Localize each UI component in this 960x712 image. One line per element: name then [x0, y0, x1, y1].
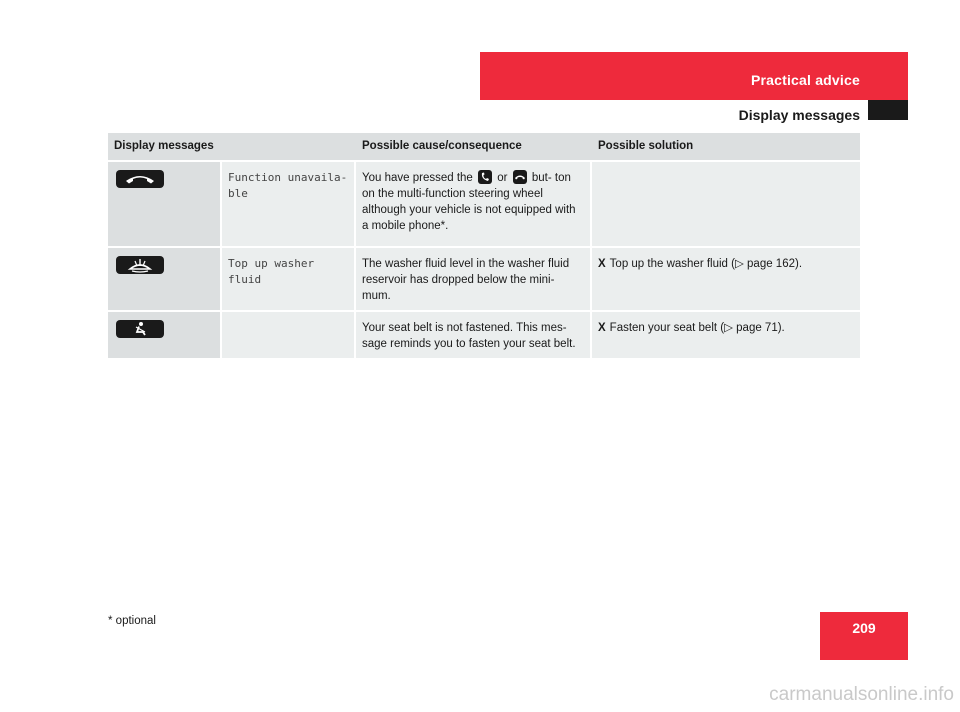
page-ref-icon: ▷: [724, 322, 733, 334]
section-title: Practical advice: [750, 72, 860, 88]
header-tab: [868, 100, 908, 120]
cause-text: You have pressed the: [362, 172, 473, 184]
watermark: carmanualsonline.info: [769, 684, 954, 705]
icon-cell: [108, 162, 222, 248]
action-bullet-icon: X: [598, 258, 606, 270]
display-text-cell: Function unavaila- ble: [222, 162, 356, 248]
cause-cell: The washer fluid level in the washer fluid reservoir has dropped below the mini- mum.: [356, 248, 592, 312]
page-number-band: [820, 612, 908, 660]
page-number: 209: [852, 620, 876, 636]
solution-text: Top up the washer fluid (: [609, 258, 735, 270]
display-messages-table: [108, 133, 860, 360]
table-header-row: [108, 133, 860, 162]
solution-cell: [592, 312, 860, 360]
cause-cell: [356, 162, 592, 248]
column-header-solution: Possible solution: [592, 133, 860, 162]
page-subtitle: Display messages: [738, 107, 860, 123]
cause-text-rest: but- ton on the multi-function steering wheel although your vehicle is not equipped with a mobile phone*.: [362, 172, 576, 232]
solution-cell: [592, 248, 860, 312]
display-text-cell: [222, 312, 356, 360]
solution-text: Fasten your seat belt (: [609, 322, 725, 334]
page-ref-link[interactable]: page 71).: [736, 322, 785, 334]
solution-cell: [592, 162, 860, 248]
table-row: [108, 162, 860, 248]
phone-pick-up-icon: [478, 170, 492, 184]
table-row: [108, 312, 860, 360]
column-header-display: Display messages: [108, 133, 356, 162]
washer-fluid-icon: [116, 256, 164, 274]
seat-belt-icon: [116, 320, 164, 338]
action-bullet-icon: X: [598, 322, 606, 334]
display-text-cell: Top up washer fluid: [222, 248, 356, 312]
page-ref-icon: ▷: [734, 258, 744, 270]
cause-text-or: or: [497, 172, 508, 184]
footnote: * optional: [108, 615, 156, 627]
table-row: [108, 248, 860, 312]
icon-cell: [108, 248, 222, 312]
phone-hang-up-icon: [116, 170, 164, 188]
page-ref-link[interactable]: page 162).: [747, 258, 803, 270]
cause-cell: Your seat belt is not fastened. This mes- sage reminds you to fasten your seat belt.: [356, 312, 592, 360]
header-band: [480, 52, 908, 100]
phone-hang-up-icon: [513, 170, 527, 184]
column-header-cause: Possible cause/consequence: [356, 133, 592, 162]
icon-cell: [108, 312, 222, 360]
